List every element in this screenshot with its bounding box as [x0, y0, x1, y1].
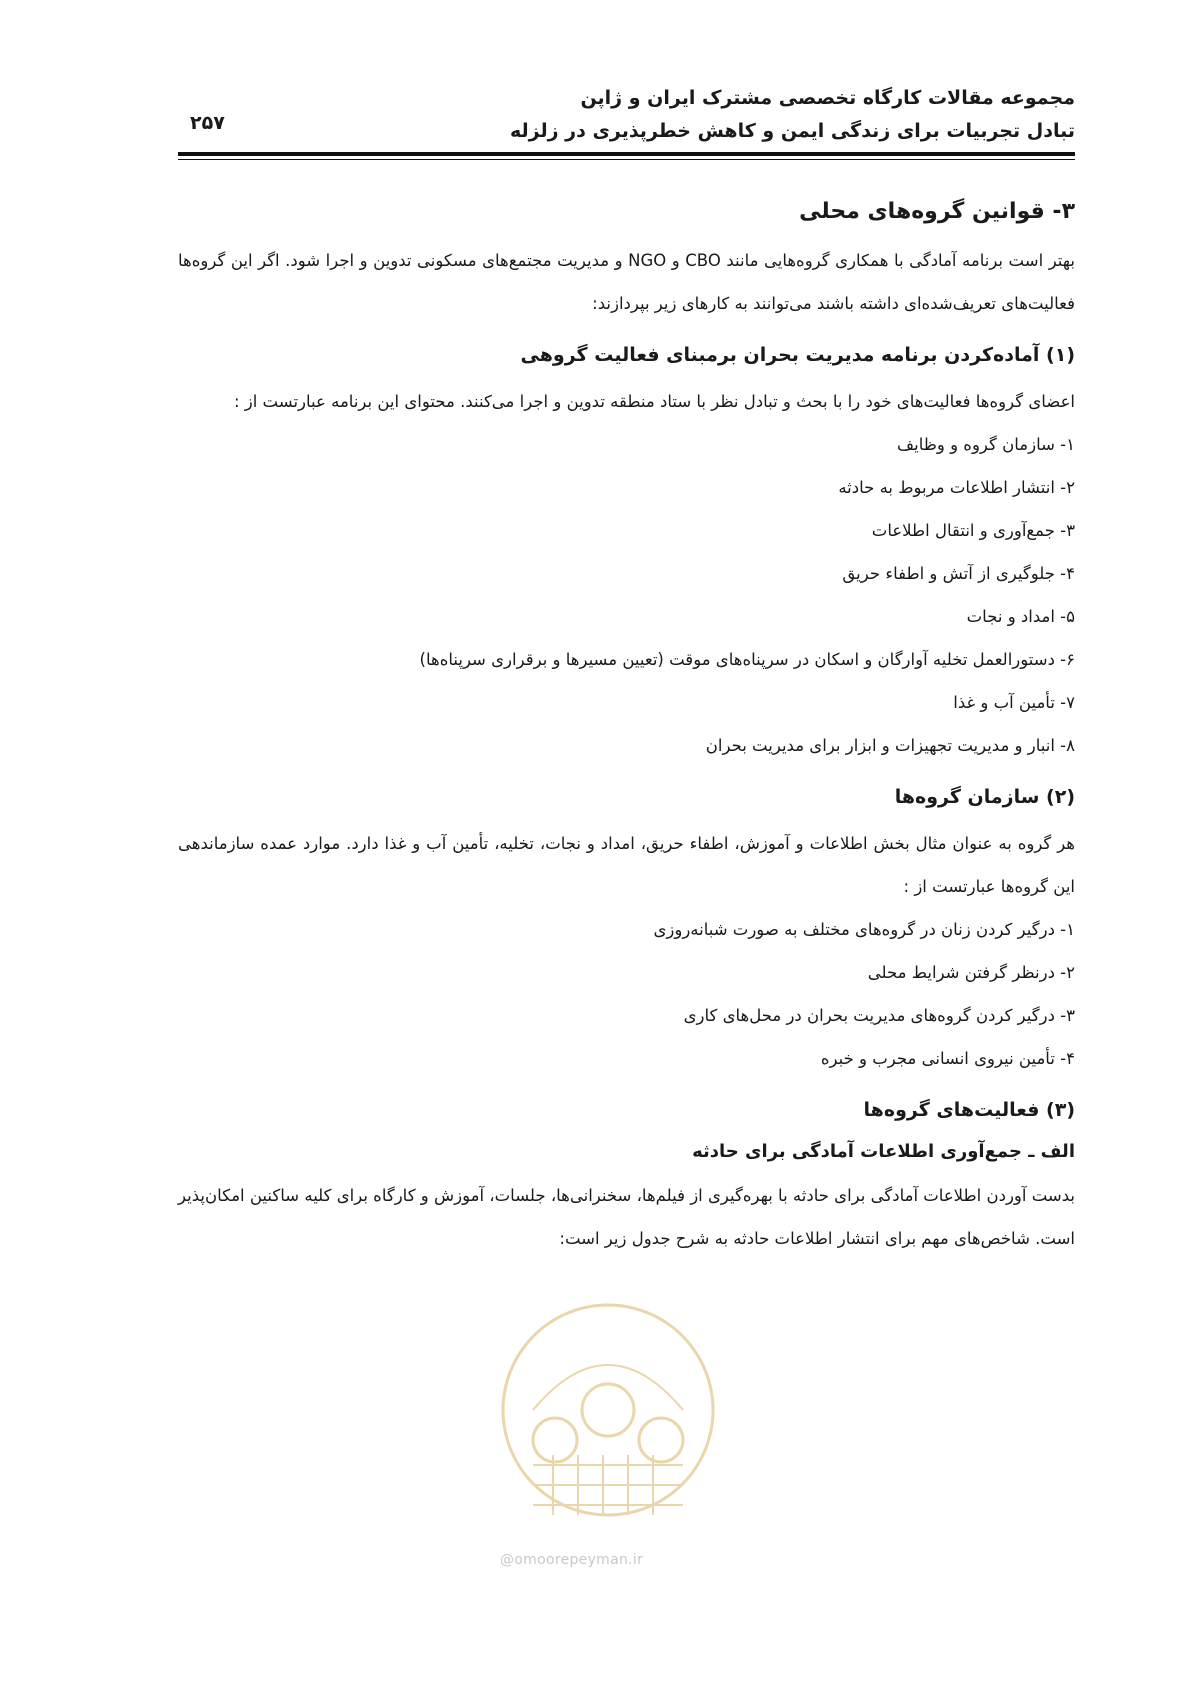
- subsection-heading-2: (۲) سازمان گروه‌ها: [894, 786, 1075, 808]
- section-heading: ۳- قوانین گروه‌های محلی: [799, 199, 1075, 224]
- list-item: ۲- انتشار اطلاعات مربوط به حادثه: [838, 478, 1075, 497]
- page-number: ۲۵۷: [190, 112, 225, 134]
- header-rule-thick: [178, 152, 1075, 156]
- plan-contents-list: [178, 423, 1075, 767]
- subsection-paragraph-3: بدست آوردن اطلاعات آمادگی برای حادثه با بهره‌گیری از فیلم‌ها، سخنرانی‌ها، جلسات، آموزش و کارگاه برای کلیه ساکنین امکان‌پذیر است. شاخص‌های مهم برای انتشار اطلاعات حادثه به شرح جدول زیر است:: [178, 1186, 1075, 1248]
- page-header: [178, 82, 1075, 162]
- header-titles: [510, 82, 1075, 148]
- main-content: [178, 195, 1075, 1260]
- subsection-paragraph-2: هر گروه به عنوان مثال بخش اطلاعات و آموزش، اطفاء حریق، امداد و نجات، تخلیه، تأمین آب و غذا دارد. موارد عمده سازماندهی این گروه‌ها عبارتست از :: [178, 834, 1075, 896]
- list-item: ۶- دستورالعمل تخلیه آوارگان و اسکان در سرپناه‌های موقت (تعیین مسیرها و برقراری سرپناه‌ها): [419, 650, 1075, 669]
- header-rule-thin: [178, 159, 1075, 160]
- list-item: ۵- امداد و نجات: [966, 607, 1075, 626]
- list-item: ۱- سازمان گروه و وظایف: [897, 435, 1075, 454]
- header-title-line1: مجموعه مقالات کارگاه تخصصی مشترک ایران و ژاپن: [580, 87, 1075, 109]
- subsection-heading-3: (۳) فعالیت‌های گروه‌ها: [863, 1099, 1075, 1121]
- subsection-paragraph-1: اعضای گروه‌ها فعالیت‌های خود را با بحث و تبادل نظر با ستاد منطقه تدوین و اجرا می‌کنند. محتوای این برنامه عبارتست از :: [233, 392, 1075, 411]
- subsection-subheading: الف ـ جمع‌آوری اطلاعات آمادگی برای حادثه: [692, 1141, 1075, 1162]
- list-item: ۴- جلوگیری از آتش و اطفاء حریق: [842, 564, 1075, 583]
- list-item: ۳- درگیر کردن گروه‌های مدیریت بحران در محل‌های کاری: [683, 1006, 1075, 1025]
- list-item: ۴- تأمین نیروی انسانی مجرب و خبره: [820, 1049, 1075, 1068]
- organization-list: [178, 908, 1075, 1080]
- list-item: ۸- انبار و مدیریت تجهیزات و ابزار برای مدیریت بحران: [705, 736, 1075, 755]
- section-paragraph: بهتر است برنامه آمادگی با همکاری گروه‌هایی مانند CBO و NGO و مدیریت مجتمع‌های مسکونی تدوین و اجرا شود. اگر این گروه‌ها فعالیت‌های تعریف‌شده‌ای داشته باشند می‌توانند به کارهای زیر بپردازند:: [178, 251, 1075, 313]
- list-item: ۳- جمع‌آوری و انتقال اطلاعات: [871, 521, 1075, 540]
- watermark-logo-icon: [493, 1290, 723, 1540]
- header-title-line2: تبادل تجربیات برای زندگی ایمن و کاهش خطرپذیری در زلزله: [510, 120, 1075, 142]
- list-item: ۷- تأمین آب و غذا: [953, 693, 1075, 712]
- list-item: ۱- درگیر کردن زنان در گروه‌های مختلف به صورت شبانه‌روزی: [653, 920, 1075, 939]
- subsection-heading-1: (۱) آماده‌کردن برنامه مدیریت بحران برمبنای فعالیت گروهی: [520, 344, 1075, 366]
- watermark-url: @omoorepeyman.ir: [500, 1552, 644, 1568]
- list-item: ۲- درنظر گرفتن شرایط محلی: [867, 963, 1075, 982]
